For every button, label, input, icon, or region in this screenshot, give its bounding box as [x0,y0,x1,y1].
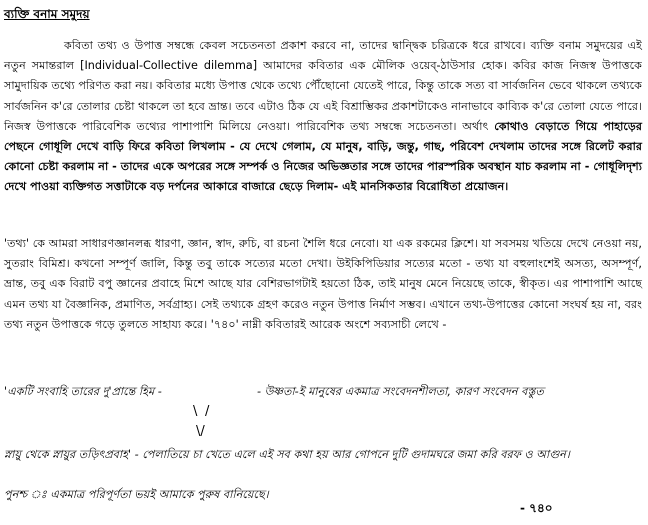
quote-line-2: স্নায়ু থেকে স্নায়ুর তড়িৎপ্রবাহ' - পেলাতিয়ে চা খেতে এলে এই সব কথা হয় আর গোপনে দুটি গুদামঘরে জমা করি বরফ ও আগুন। [4,448,570,461]
page-title: ব্যক্তি বনাম সমুদয় [4,7,90,21]
paragraph-1 [4,36,642,198]
paragraph-1-bold-text: কোথাও বেড়াতে গিয়ে পাহাড়ের পেছনে গোধূলি দেখে বাড়ি ফিরে কবিতা লিখলাম - যে দেখে গেলাম, যে মানুষ, বাড়ি, জন্তু, গাছ, পরিবেশ দেখলাম তাদের সঙ্গে রিলেট করার কোনো চেষ্টা করলাম না - তাদের একে অপরের সঙ্গে সম্পর্ক ও নিজের অভিজ্ঞতার সঙ্গে তাদের পারস্পরিক অবস্থান যাচ করলাম না - গোধূলিদৃশ্য দেখে পাওয়া ব্যক্তিগত সত্তাটাকে বড় দর্পনের আকারে বাজারে ছেড়ে দিলাম- এই মানসিকতার বিরোধিতা প্রয়োজন। [4,119,642,194]
slash-mark: \ [193,404,198,419]
quote-line-1b: - উষ্ণতা-ই মানুষের একমাত্র সংবেদনশীলতা, কারণ সংবেদন বস্তুত [257,385,544,398]
quote-line-1a: 'একটি সংবাহি তারের দু'প্রান্তে হিম - [4,385,162,398]
slash-mark: / [205,404,210,419]
paragraph-2: 'তথ্য' কে আমরা সাধারণজ্ঞানলব্ধ ধারণা, জ্ঞান, স্বাদ, রুচি, বা রচনা শৈলি ধরে নেবো। যা এক রকমের ক্লিশে। যা সবসময় খতিয়ে দেখে নেওয়া নয়, সুতরাং বিমিশ্র। কখনো সম্পূর্ণ জালি, কিন্তু তবু তাকে সত্যের মতো দেখা। উইকিপিডিয়ার সত্যের মতো - তথ্য যা বহুলাংশেই অসত্য, অসম্পূর্ণ, ভ্রান্ত, তবু এক বিরাট বপু জ্ঞানের প্রবাহে মিশে আছে যার বেশিরভাগটাই হয়তো ঠিক, তাই মানুষ মেনে নিয়েছে তাকে, স্বীকৃত। এর পাশাপাশি আছে এমন তথ্য যা বৈজ্ঞানিক, প্রমাণিত, সর্বগ্রাহ্য। সেই তথ্যকে গ্রহণ করেও নতুন উপাত্ত নির্মাণ সম্ভব। এখানে তথ্য-উপাত্তের কোনো সংঘর্ষ হয় না, বরং তথ্য নতুন উপাত্তকে গড়ে তুলতে সাহায্য করে। '৭৪০' নাম্নী কবিতারই আরেক অংশে সব্যসাচী লেখে - [4,237,642,331]
paragraph-1-text: কবিতা তথ্য ও উপাত্ত সম্বন্ধে কেবল সচেতনতা প্রকাশ করবে না, তাদের দ্বান্দ্বিক চরিত্রকে ধরে রাখবে। ব্যক্তি বনাম সমুদয়ের এই নতুন সমান্তরাল [Individual-Collective dilemma] আমাদের কবিতার এক মৌলিক ওয়েব্-ঠাউসার হোক। কবির কাজ নিজস্ব উপাত্তকে সামুদায়িক তথ্যে পরিণত করা নয়। কবিতার মধ্যে উপাত্ত থেকে তথ্যে পৌঁছোনো যেতেই পারে, কিন্তু তাকে সত্য বা সার্বজনিন ভেবে থাকলে তথ্যকে সার্বজনিন ক'রে তোলার চেষ্টা থাকলে তা হবে ভ্রান্ত। তবে এটাও ঠিক যে এই বিশ্রাম্ভিকর প্রকাশটাকেও নানাভাবে কাব্যিক ক'রে তোলা যেতে পারে। নিজস্ব উপাত্তকে পারিবেশিক তথ্যের পাশাপাশি মিলিয়ে নেওয়া। পারিবেশিক তথ্য সম্বন্ধে সচেতনতা। অর্থাৎ [4,39,642,133]
slash-mark: \/ [196,424,205,439]
page-number: - ৭৪০ [520,501,553,515]
quote-line-3: পুনশ্চ ঃ একমাত্র পরিপূর্ণতা ভয়ই আমাকে পুরুষ বানিয়েছে। [4,488,269,501]
